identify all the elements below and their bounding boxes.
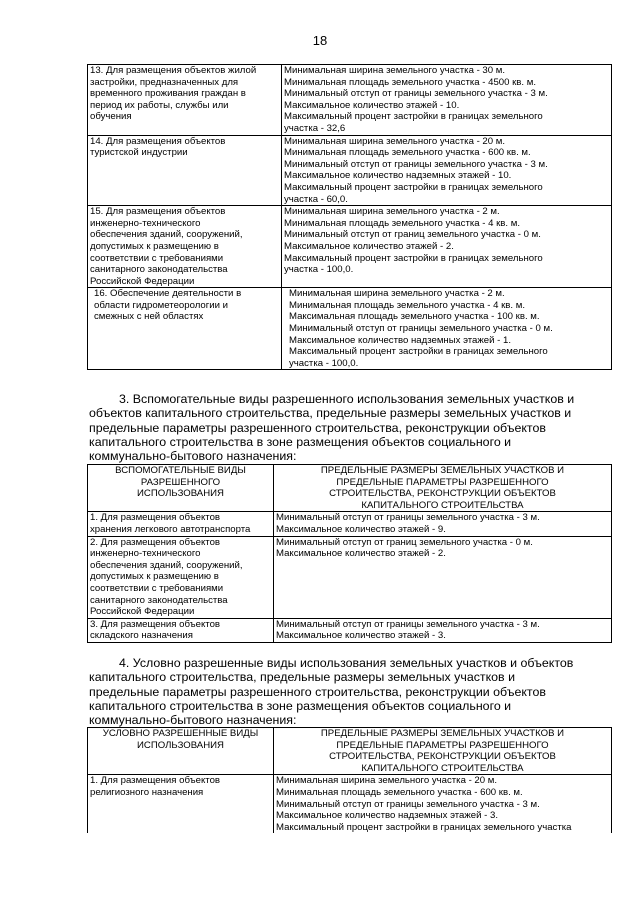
params-cell: Минимальная ширина земельного участка - 30 м. Минимальная площадь земельного участка - 4500 кв. м. Минимальный отступ от границы земельного участка - 3 м. Максимальное количество этажей - 10. Максимальный процент застройки в границах земельного участка - 32,6 <box>282 65 612 136</box>
table-header-row <box>88 728 612 775</box>
section-4-paragraph: 4. Условно разрешенные виды использования земельных участков и объектов капитального строительства, предельные размеры земельных участков и предельные параметры разрешенного строительства, реконструкции объектов капитального строительства в зоне размещения объектов социального и коммунально-бытового назначения: <box>89 656 574 728</box>
use-cell: 13. Для размещения объектов жилой застройки, предназначенных для временного проживания граждан в период их работы, службы или обучения <box>88 65 282 136</box>
column-header-use: УСЛОВНО РАЗРЕШЕННЫЕ ВИДЫ ИСПОЛЬЗОВАНИЯ <box>88 728 274 775</box>
page-number: 18 <box>312 33 328 48</box>
table-row <box>88 512 612 536</box>
table-row <box>88 536 612 618</box>
table-row <box>88 206 612 288</box>
params-cell: Минимальный отступ от границы земельного участка - 3 м. Максимальное количество этажей - 9. <box>274 512 612 536</box>
params-cell: Минимальный отступ от границ земельного участка - 0 м. Максимальное количество этажей - 2. <box>274 536 612 618</box>
params-cell: Минимальная ширина земельного участка - 20 м. Минимальная площадь земельного участка - 600 кв. м. Минимальный отступ от границы земельного участка - 3 м. Максимальное количество надземных этажей - 10. Максимальный процент застройки в границах земельного участка - 60,0. <box>282 135 612 206</box>
use-cell: 1. Для размещения объектов религиозного назначения <box>88 775 274 833</box>
column-header-params: ПРЕДЕЛЬНЫЕ РАЗМЕРЫ ЗЕМЕЛЬНЫХ УЧАСТКОВ И ПРЕДЕЛЬНЫЕ ПАРАМЕТРЫ РАЗРЕШЕННОГО СТРОИТЕЛЬСТВА, РЕКОНСТРУКЦИИ ОБЪЕКТОВ КАПИТАЛЬНОГО СТРОИТЕЛЬСТВА <box>274 465 612 512</box>
permitted-use-table <box>87 64 612 370</box>
auxiliary-use-table <box>87 464 612 643</box>
column-header-use: ВСПОМОГАТЕЛЬНЫЕ ВИДЫ РАЗРЕШЕННОГО ИСПОЛЬЗОВАНИЯ <box>88 465 274 512</box>
use-cell: 3. Для размещения объектов складского назначения <box>88 618 274 642</box>
params-cell: Минимальная ширина земельного участка - 2 м. Минимальная площадь земельного участка - 4 кв. м. Минимальный отступ от границ земельного участка - 0 м. Максимальное количество этажей - 2. Максимальный процент застройки в границах земельного участка - 100,0. <box>282 206 612 288</box>
use-cell: 1. Для размещения объектов хранения легкового автотранспорта <box>88 512 274 536</box>
table-row <box>88 288 612 370</box>
params-cell: Минимальная ширина земельного участка - 2 м. Минимальная площадь земельного участка - 4 кв. м. Максимальная площадь земельного участка - 100 кв. м. Минимальный отступ от границы земельного участка - 0 м. Максимальное количество надземных этажей - 1. Максимальный процент застройки в границах земельного участка - 100,0. <box>282 288 612 370</box>
table-row <box>88 65 612 136</box>
use-cell: 15. Для размещения объектов инженерно-технического обеспечения зданий, сооружений, допустимых к размещению в соответствии с требованиями санитарного законодательства Российской Федерации <box>88 206 282 288</box>
table-row <box>88 135 612 206</box>
section-3-paragraph: 3. Вспомогательные виды разрешенного использования земельных участков и объектов капитального строительства, предельные размеры земельных участков и предельные параметры разрешенного строительства, реконструкции объектов капитального строительства в зоне размещения объектов социального и коммунально-бытового назначения: <box>89 392 575 464</box>
params-cell: Минимальный отступ от границы земельного участка - 3 м. Максимальное количество этажей - 3. <box>274 618 612 642</box>
table-header-row <box>88 465 612 512</box>
table-row <box>88 618 612 642</box>
use-cell: 14. Для размещения объектов туристской индустрии <box>88 135 282 206</box>
conditional-use-table <box>87 727 612 833</box>
use-cell: 2. Для размещения объектов инженерно-технического обеспечения зданий, сооружений, допустимых к размещению в соответствии с требованиями санитарного законодательства Российской Федерации <box>88 536 274 618</box>
use-cell: 16. Обеспечение деятельности в области гидрометеорологии и смежных с ней областях <box>88 288 282 370</box>
table-row <box>88 775 612 833</box>
column-header-params: ПРЕДЕЛЬНЫЕ РАЗМЕРЫ ЗЕМЕЛЬНЫХ УЧАСТКОВ И ПРЕДЕЛЬНЫЕ ПАРАМЕТРЫ РАЗРЕШЕННОГО СТРОИТЕЛЬСТВА, РЕКОНСТРУКЦИИ ОБЪЕКТОВ КАПИТАЛЬНОГО СТРОИТЕЛЬСТВА <box>274 728 612 775</box>
params-cell: Минимальная ширина земельного участка - 20 м. Минимальная площадь земельного участка - 600 кв. м. Минимальный отступ от границы земельного участка - 3 м. Максимальное количество надземных этажей - 3. Максимальный процент застройки в границах земельного участка <box>274 775 612 833</box>
